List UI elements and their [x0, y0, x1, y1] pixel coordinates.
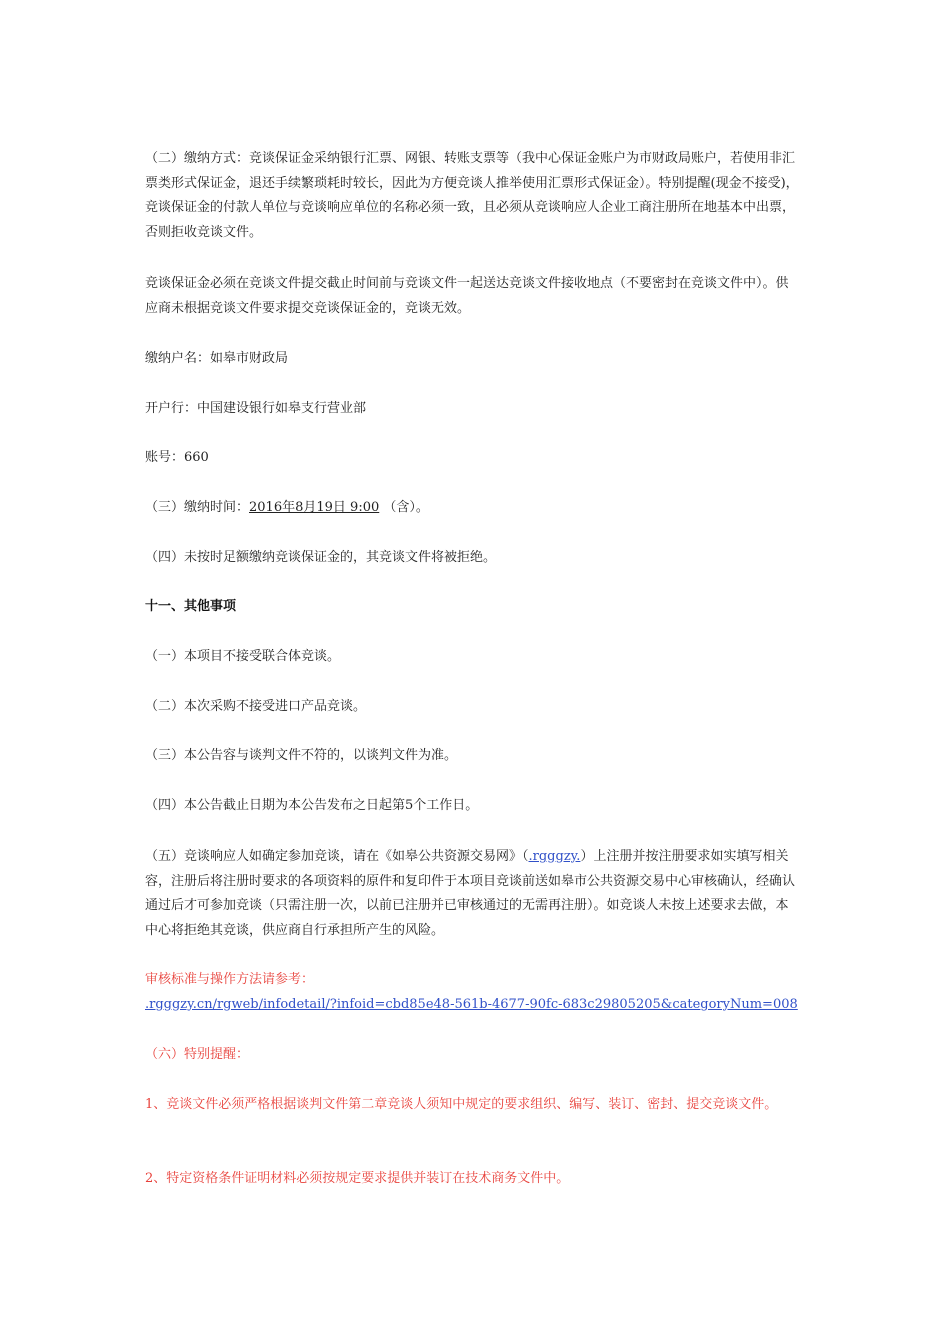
deposit-deadline-paragraph: 竞谈保证金必须在竞谈文件提交截止时间前与竞谈文件一起送达竞谈文件接收地点（不要密封在竞谈文件中）。供应商未根据竞谈文件要求提交竞谈保证金的，竞谈无效。: [145, 276, 789, 316]
payment-time-suffix: （含）。: [379, 500, 429, 515]
registration-text-2: ）上注册并按注册要求如实填写相关容，注册后将注册时要求的各项资料的原件和复印件于本项目竞谈前送如皋市公共资源交易中心审核确认，经确认通过后才可参加竞谈（只需注册一次，以前已注册并已审核通过的无需再注册）。如竞谈人未按上述要求去做，本中心将拒绝其竞谈，供应商自行承担所产生的风险。: [145, 849, 796, 939]
reference-label: 审核标准与操作方法请参考：: [145, 972, 315, 987]
item-no-imports: （二）本次采购不接受进口产品竞谈。: [145, 699, 367, 714]
section-heading-other-matters: 十一、其他事项: [145, 599, 237, 614]
late-payment-paragraph: （四）未按时足额缴纳竞谈保证金的，其竞谈文件将被拒绝。: [145, 550, 497, 565]
registration-paragraph: [145, 845, 800, 944]
payment-time-value: 2016年8月19日 9:00: [249, 500, 380, 515]
item-precedence: （三）本公告容与谈判文件不符的，以谈判文件为准。: [145, 748, 458, 763]
payment-time-label: （三）缴纳时间：: [145, 500, 250, 515]
reminder-item-2: 2、特定资格条件证明材料必须按规定要求提供并装订在技术商务文件中。: [145, 1171, 570, 1186]
payment-time-paragraph: [145, 496, 800, 521]
registration-text-1: （五）竞谈响应人如确定参加竞谈，请在《如皋公共资源交易网》（: [145, 849, 529, 864]
special-reminder-heading: （六）特别提醒：: [145, 1047, 250, 1062]
item-no-consortium: （一）本项目不接受联合体竞谈。: [145, 649, 341, 664]
reminder-item-1: 1、竞谈文件必须严格根据谈判文件第二章竞谈人须知中规定的要求组织、编写、装订、密封、提交竞谈文件。: [145, 1097, 778, 1112]
bank-name: 开户行：中国建设银行如皋支行营业部: [145, 401, 367, 416]
account-number: 账号：660: [145, 450, 209, 465]
item-deadline: （四）本公告截止日期为本公告发布之日起第5个工作日。: [145, 798, 479, 813]
payment-method-paragraph: （二）缴纳方式：竞谈保证金采纳银行汇票、网银、转账支票等（我中心保证金账户为市财政局账户，若使用非汇票类形式保证金，退还手续繁琐耗时较长，因此为方便竞谈人推举使用汇票形式保证金）。特别提醒(现金不接受)，竞谈保证金的付款人单位与竞谈响应单位的名称必须一致，且必须从竞谈响应人企业工商注册所在地基本中出票，否则拒收竞谈文件。: [145, 151, 799, 241]
account-name: 缴纳户名：如皋市财政局: [145, 351, 289, 366]
reference-link[interactable]: .rgggzy.cn/rgweb/infodetail/?infoid=cbd85e48-561b-4677-90fc-683c29805205&categoryNum=008: [145, 997, 798, 1012]
registration-site-link[interactable]: .rgggzy.: [528, 849, 581, 864]
